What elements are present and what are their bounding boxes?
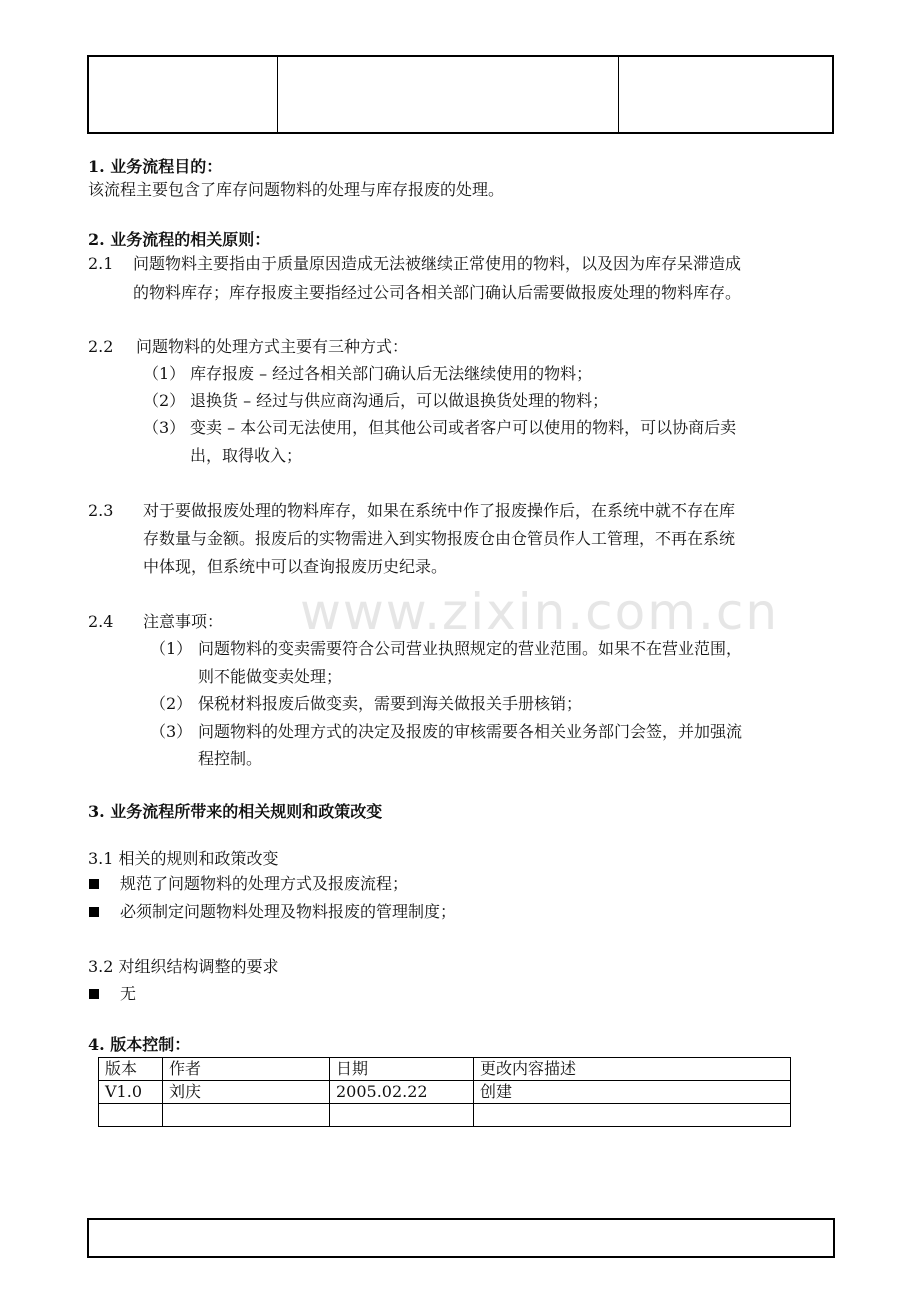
table-header-cell: 日期 bbox=[330, 1058, 474, 1081]
table-cell: 2005.02.22 bbox=[330, 1081, 474, 1104]
bullet-square-icon bbox=[89, 989, 99, 999]
table-row bbox=[99, 1081, 791, 1104]
para-2-2-intro: 问题物料的处理方式主要有三种方式： bbox=[136, 337, 409, 356]
table-header-cell: 作者 bbox=[163, 1058, 330, 1081]
footer-box bbox=[87, 1218, 835, 1258]
list-item-text: 则不能做变卖处理； bbox=[198, 667, 343, 686]
para-2-3-line: 中体现，但系统中可以查询报废历史纪录。 bbox=[143, 557, 448, 576]
header-cell-center bbox=[278, 56, 619, 133]
para-2-1-number: 2.1 bbox=[88, 254, 114, 273]
para-2-3-number: 2.3 bbox=[88, 501, 114, 520]
table-header-row bbox=[99, 1058, 791, 1081]
table-cell: 刘庆 bbox=[163, 1081, 330, 1104]
table-row bbox=[99, 1104, 791, 1127]
list-item-number: （3） bbox=[150, 722, 193, 741]
subsection-3-1-title: 3.1 相关的规则和政策改变 bbox=[88, 849, 279, 868]
section-2-heading: 2. 业务流程的相关原则： bbox=[88, 230, 271, 249]
table-cell bbox=[474, 1104, 791, 1127]
section-1-heading: 1. 业务流程目的： bbox=[88, 157, 223, 176]
table-header-cell: 更改内容描述 bbox=[474, 1058, 791, 1081]
para-2-1-line: 问题物料主要指由于质量原因造成无法被继续正常使用的物料，以及因为库存呆滞造成 bbox=[133, 254, 742, 273]
list-item-text: 变卖 – 本公司无法使用，但其他公司或者客户可以使用的物料，可以协商后卖 bbox=[190, 418, 737, 437]
para-2-4-intro: 注意事项： bbox=[143, 612, 224, 631]
table-cell bbox=[163, 1104, 330, 1127]
list-item-text: 退换货 – 经过与供应商沟通后，可以做退换货处理的物料； bbox=[190, 391, 609, 410]
section-4-heading: 4. 版本控制： bbox=[88, 1035, 191, 1054]
header-cell-left bbox=[88, 56, 278, 133]
section-1-body: 该流程主要包含了库存问题物料的处理与库存报废的处理。 bbox=[88, 180, 505, 199]
para-2-1-line: 的物料库存；库存报废主要指经过公司各相关部门确认后需要做报废处理的物料库存。 bbox=[133, 283, 742, 302]
list-item-text: 出，取得收入； bbox=[190, 446, 303, 465]
table-cell: V1.0 bbox=[99, 1081, 163, 1104]
para-2-2-number: 2.2 bbox=[88, 337, 114, 356]
list-item-text: 问题物料的处理方式的决定及报废的审核需要各相关业务部门会签，并加强流 bbox=[198, 722, 743, 741]
bullet-square-icon bbox=[89, 879, 99, 889]
header-table bbox=[87, 55, 834, 134]
para-2-4-number: 2.4 bbox=[88, 612, 114, 631]
table-cell: 创建 bbox=[474, 1081, 791, 1104]
bullet-text: 必须制定问题物料处理及物料报废的管理制度； bbox=[120, 902, 457, 921]
list-item-number: （1） bbox=[143, 364, 186, 383]
subsection-3-2-title: 3.2 对组织结构调整的要求 bbox=[88, 957, 279, 976]
list-item-text: 程控制。 bbox=[198, 749, 263, 768]
list-item-number: （1） bbox=[150, 639, 193, 658]
list-item-text: 保税材料报废后做变卖，需要到海关做报关手册核销； bbox=[198, 694, 583, 713]
table-cell bbox=[99, 1104, 163, 1127]
para-2-3-line: 存数量与金额。报废后的实物需进入到实物报废仓由仓管员作人工管理，不再在系统 bbox=[143, 529, 736, 548]
list-item-number: （3） bbox=[143, 418, 186, 437]
bullet-text: 无 bbox=[120, 984, 137, 1003]
bullet-square-icon bbox=[89, 907, 99, 917]
list-item-number: （2） bbox=[150, 694, 193, 713]
bullet-text: 规范了问题物料的处理方式及报废流程； bbox=[120, 874, 409, 893]
version-table bbox=[98, 1057, 791, 1127]
list-item-text: 问题物料的变卖需要符合公司营业执照规定的营业范围。如果不在营业范围， bbox=[198, 639, 743, 658]
header-cell-right bbox=[619, 56, 834, 133]
table-cell bbox=[330, 1104, 474, 1127]
para-2-3-line: 对于要做报废处理的物料库存，如果在系统中作了报废操作后，在系统中就不存在库 bbox=[143, 501, 736, 520]
watermark: www.zixin.com.cn bbox=[300, 583, 780, 641]
list-item-number: （2） bbox=[143, 391, 186, 410]
table-header-cell: 版本 bbox=[99, 1058, 163, 1081]
section-3-heading: 3. 业务流程所带来的相关规则和政策改变 bbox=[88, 802, 383, 821]
list-item-text: 库存报废 – 经过各相关部门确认后无法继续使用的物料； bbox=[190, 364, 593, 383]
